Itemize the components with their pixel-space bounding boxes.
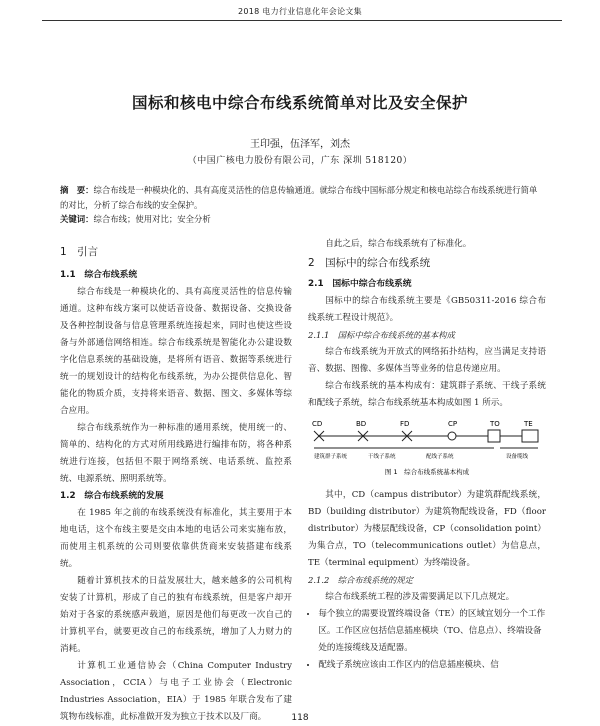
topology-diagram: [308, 416, 546, 478]
keywords-label: 关键词：: [60, 214, 94, 224]
figure-1: [308, 416, 546, 485]
paragraph: 自此之后，综合布线系统有了标准化。: [325, 239, 472, 249]
right-column: [308, 236, 546, 674]
left-column: [60, 244, 292, 726]
node-label-bd: BD: [356, 420, 367, 428]
list-item: • 每个独立的需要设置终端设备（TE）的区域宜划分一个工作区。工作区应包括信息插座模块（TO、信息点）、终端设备处的连接缆线及适配器。: [318, 606, 546, 657]
segment-label-backbone: 干线子系统: [368, 454, 396, 460]
paragraph: 综合布线是一种模块化的、具有高度灵活性的信息传输通道。这种布线方案可以使话音设备、数据设备、交换设备及各种控制设备与信息管理系统连接起来，同时也使这些设备与外部通信网络相连。综合布线系统是智能化办公建设数字化信息系统的基础设施，是将所有语音、数据等系统进行统一的规划设计的结构化布线系统，为办公提供信息化、智能化的物质介质，支持将来语音、数据、图文、多媒体等综合应用。: [60, 287, 292, 416]
abstract: [60, 183, 542, 213]
list-item: • 配线子系统应该由工作区内的信息插座模块、信: [318, 657, 546, 674]
section-2-1-1-heading: 2.1.1 国标中综合布线系统的基本构成: [308, 330, 455, 340]
paragraph: 综合布线系统的基本构成有：建筑群子系统、干线子系统和配线子系统，综合布线系统基本构成如图 1 所示。: [308, 381, 546, 408]
paper-authors: 王印强，伍泽军，刘杰: [250, 139, 350, 150]
te-symbol: [522, 430, 538, 442]
segment-label-campus: 建筑群子系统: [314, 454, 348, 460]
running-header: 2018 电力行业信息化年会论文集: [237, 7, 362, 16]
section-2-heading: 2 国标中的综合布线系统: [308, 257, 431, 269]
node-label-to: TO: [490, 420, 500, 428]
node-label-cp: CP: [448, 420, 458, 428]
cp-symbol: [448, 432, 456, 440]
paper-title: 国标和核电中综合布线系统简单对比及安全保护: [131, 94, 468, 112]
segment-label-equipment: 设备缆线: [506, 454, 529, 460]
paragraph: 计算机工业通信协会（China Computer Industry Association，CCIA）与电子工业协会（Electronic Industries Association，EIA）于 1985 年联合发布了建筑物布线标准，此标准做开发为独立于技术以及厂商。: [60, 661, 292, 722]
to-symbol: [488, 430, 500, 442]
page-number: 118: [291, 713, 309, 723]
paragraph: 综合布线系统工程的涉及需要满足以下几点规定。: [325, 592, 515, 602]
paragraph: 综合布线系统为开放式的网络拓扑结构，应当满足支持语音、数据、图像、多媒体当等业务的信息传递应用。: [308, 347, 546, 374]
node-label-cd: CD: [312, 420, 323, 428]
node-label-fd: FD: [400, 420, 410, 428]
keywords: [60, 213, 542, 225]
section-1-2-heading: 1.2 综合布线系统的发展: [60, 491, 164, 501]
paragraph: 综合布线系统作为一种标准的通用系统，使用统一的、简单的、结构化的方式对所用线路进行编排布防，将各种系统进行连接，包括但不限于网络系统、电话系统、监控系统、电源系统、照明系统等。: [60, 423, 292, 484]
paper-affiliation: （中国广核电力股份有限公司，广东 深圳 518120）: [187, 156, 413, 166]
section-2-1-heading: 2.1 国标中综合布线系统: [308, 279, 412, 289]
abstract-text: 综合布线是一种模块化的、具有高度灵活性的信息传输通道。就综合布线中国标部分规定和核电站综合布线系统进行简单的对比，分析了综合布线的安全保护。: [60, 185, 538, 210]
section-1-heading: 1 引言: [60, 246, 99, 258]
paragraph: 随着计算机技术的日益发展壮大，越来越多的公司机构安装了计算机，形成了自己的独有布线系统，但是客户却开始对于各家的系统感声载道，原因是他们每更改一次自己的计算机平台，就要更改自己的布线系统，增加了人力财力的消耗。: [60, 576, 292, 654]
node-label-te: TE: [524, 420, 533, 428]
section-1-1-heading: 1.1 综合布线系统: [60, 270, 138, 280]
paragraph: 在 1985 年之前的布线系统没有标准化，其主要用于本地电话，这个布线主要是交由本地的电话公司来实施布放，而使用主机系统的公司则要依靠供货商来安装搭建布线系统。: [60, 508, 292, 569]
paragraph: 国标中的综合布线系统主要是《GB50311-2016 综合布线系统工程设计规范》。: [308, 296, 546, 323]
paragraph: 其中，CD（campus distributor）为建筑群配线系统，BD（building distributor）为建筑物配线设备，FD（floor distributor）为楼层配线设备，CP（consolidation point）为集合点，TO（telecommunications outlet）为信息点，TE（terminal equipment）为终端设备。: [308, 490, 546, 568]
rules-list: [308, 606, 546, 674]
keywords-text: 综合布线；使用对比；安全分析: [93, 214, 211, 224]
segment-label-horizontal: 配线子系统: [426, 454, 454, 460]
figure-caption: 图 1 综合布线系统基本构成: [384, 468, 470, 476]
section-2-1-2-heading: 2.1.2 综合布线系统的规定: [308, 575, 414, 585]
abstract-label: 摘 要：: [60, 185, 94, 195]
header-rule: [42, 20, 562, 21]
